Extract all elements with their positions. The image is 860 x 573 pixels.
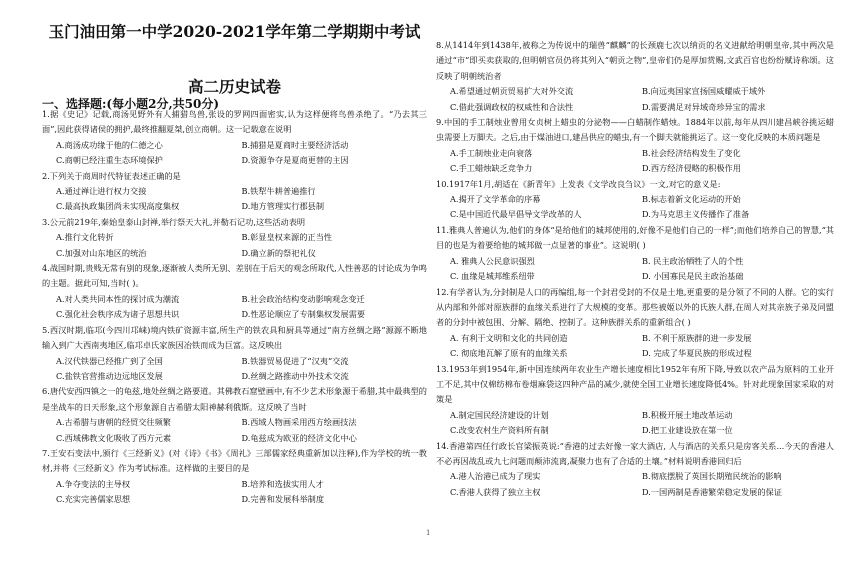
answer-option: C. 彻底地瓦解了原有的血缘关系 — [450, 348, 568, 359]
options-row — [42, 492, 427, 507]
options-row — [42, 431, 427, 446]
answer-option: D.资源争夺是夏商更替的主因 — [241, 155, 349, 166]
options-row — [436, 346, 834, 361]
question-stem: 12.有学者认为,分封制是人口的再编组,每一个封君受封的不仅是土地,更重要的是分领了不同的人群。它的实行从内部和外部对原族群的血缘关系进行了大规模的变革。那些被姬以外的氏族人群,在周人对其亲族子弟及同盟者的分封中被包围、分解、隔绝、控制了。这种族群关系的重新组合( ) — [436, 286, 834, 328]
options-row — [42, 153, 427, 168]
options-row — [42, 246, 427, 261]
answer-option: D.需要满足对异域奇珍异宝的需求 — [642, 101, 766, 112]
answer-option: B. 不利于原族群的进一步发展 — [642, 332, 752, 343]
question — [42, 261, 427, 323]
answer-option: B.标志着新文化运动的开始 — [642, 194, 741, 205]
options-row — [42, 138, 427, 153]
question — [42, 169, 427, 215]
answer-option: C.充实完善儒家思想 — [56, 494, 131, 505]
answer-option: D.地方管理实行郡县制 — [241, 201, 325, 212]
answer-option: D. 完成了华夏民族的形成过程 — [642, 348, 752, 359]
question — [42, 323, 427, 385]
question — [436, 38, 834, 115]
section-heading: 一、选择题:(每小题2分,共50分) — [42, 97, 220, 111]
answer-option: C.商朝已经注重生态环境保护 — [56, 155, 163, 166]
answer-option: D. 小国寡民是民主政治基础 — [642, 271, 744, 282]
question — [42, 446, 427, 508]
answer-option: B. 民主政治牺牲了人的个性 — [642, 255, 744, 266]
question-stem: 1.据《史记》记载,商汤见野外有人捕猎鸟兽,张设的罗网四面密实,认为这样便将鸟兽杀绝了。“乃去其三面”,因此获得诸侯的拥护,最终推翻夏桀,创立商朝。这一记载意在说明 — [42, 109, 427, 135]
answer-option: A.手工制烛业走向衰落 — [450, 147, 533, 158]
answer-option: A.推行文化转折 — [56, 232, 114, 243]
answer-option: D.丝绸之路推动中外技术交流 — [241, 370, 349, 381]
right-question-list — [436, 38, 834, 500]
question-stem: 10.1917年1月,胡适在《新青年》上发表《文学改良刍议》一文,对它的意义是: — [436, 178, 721, 189]
answer-option: D.为马克思主义传播作了准备 — [642, 209, 750, 220]
question — [436, 177, 834, 223]
answer-option: C.改变农村生产资料所有制 — [450, 425, 549, 436]
question — [42, 384, 427, 446]
answer-option: B.彰显皇权来源的正当性 — [241, 232, 332, 243]
exam-title: 玉门油田第一中学2020-2021学年第二学期期中考试 — [48, 22, 421, 41]
answer-option: D.一国两制是香港繁荣稳定发展的保证 — [642, 486, 782, 497]
answer-option: A.商汤成功缘于他的仁德之心 — [56, 139, 163, 150]
answer-option: C.强化社会秩序成为诸子思想共识 — [56, 309, 180, 320]
answer-option: B.彻底摆脱了英国长期殖民统治的影响 — [642, 471, 782, 482]
options-row — [436, 331, 834, 346]
answer-option: A.汉代铁器已经推广到了全国 — [56, 355, 163, 366]
answer-option: D.把工业建设放在第一位 — [642, 425, 733, 436]
answer-option: D.龟兹成为欧亚的经济文化中心 — [241, 432, 357, 443]
options-row — [436, 269, 834, 284]
options-row — [436, 254, 834, 269]
answer-option: B.培养和选拔实用人才 — [241, 478, 324, 489]
options-row — [42, 369, 427, 384]
question — [436, 362, 834, 439]
answer-option: B.社会经济结构发生了变化 — [642, 147, 741, 158]
options-row — [42, 415, 427, 430]
question-stem: 4.战国时期,贵贱无常有别的现象,逐渐被人类所无别、差别在于后天的观念所取代,人性善恶的讨论成为争鸣的主题。据此可知,当时( )。 — [42, 263, 427, 289]
answer-option: C.加强对山东地区的统治 — [56, 247, 147, 258]
options-row — [436, 469, 834, 484]
question — [42, 107, 427, 169]
answer-option: C.最高执政集团尚未实现高度集权 — [56, 201, 180, 212]
question-stem: 3.公元前219年,秦始皇泰山封禅,举行祭天大礼,并勒石记功,这些活动表明 — [42, 216, 306, 227]
options-row — [436, 84, 834, 99]
left-question-list — [42, 107, 427, 508]
answer-option: B.社会政治结构变动影响观念变迁 — [241, 293, 365, 304]
question — [436, 285, 834, 362]
question-stem: 5.西汉时期,临邛(今四川邛崃)境内铁矿资源丰富,所生产的铁农具和厨具等通过“南方丝绸之路”源源不断地输入到广大西南夷地区,临邛卓氏家族因冶铁而成为巨富。这反映出 — [42, 324, 427, 351]
options-row — [436, 485, 834, 500]
answer-option: C.西域佛教文化吸收了西方元素 — [56, 432, 172, 443]
page-number: 1 — [426, 529, 431, 537]
options-row — [42, 292, 427, 307]
options-row — [42, 230, 427, 245]
question-stem: 9.中国的手工制烛业曾用女贞树上蜡虫的分泌物——白蜡制作蜡烛。1884年以前,每年从四川建昌峡谷挑运蜡虫需要上万脚夫。之后,由于煤油进口,建昌供应的蜡虫,有一个脚夫就能挑运了。这一变化反映的本质问题是 — [436, 117, 834, 143]
answer-option: A.揭开了文学革命的序幕 — [450, 194, 541, 205]
answer-option: A.通过禅让进行权力交接 — [56, 186, 147, 197]
answer-option: A.争夺变法的主导权 — [56, 478, 131, 489]
options-row — [436, 207, 834, 222]
question-stem: 8.从1414年到1438年,被称之为传说中的瑞兽“麒麟”的长颈鹿七次以纳贡的名义进献给明朝皇帝,其中两次是通过“市”即买卖获取的,但明朝官员仍将其列入“朝贡之物”,皇帝们仍是厚加赏赐,文武百官也纷纷赋诗称颂。这反映了明朝统治者 — [436, 40, 834, 81]
options-row — [436, 100, 834, 115]
answer-option: D.确立新的祭祀礼仪 — [241, 247, 316, 258]
question — [42, 215, 427, 261]
answer-option: A.古希腊与唐朝的经贸交往频繁 — [56, 417, 171, 428]
answer-option: B.积极开展土地改革运动 — [642, 409, 733, 420]
answer-option: B.捕猎是夏商时主要经济活动 — [241, 139, 349, 150]
question-stem: 6.唐代安西四镇之一的龟兹,地处丝绸之路要道。其佛教石窟壁画中,有不少艺术形象源于希腊,其中最典型的是坐战车的日天形象,这个形象源自古希腊太阳神赫利俄斯。这反映了当时 — [42, 386, 427, 412]
answer-option: D.完善和发展科举制度 — [241, 494, 325, 505]
question — [436, 115, 834, 177]
answer-option: A.港人治港已成为了现实 — [450, 471, 541, 482]
answer-option: B.西域人物画采用西方绘画技法 — [241, 417, 357, 428]
question-stem: 14.香港第四任行政长官梁振英说:“香港的过去好像一家大酒店, 人与酒店的关系只是房客关系...今天的香港人不必再因战乱或九七问题而颠沛流离,凝聚力也有了合适的土壤。”材料说明香港回归后 — [436, 440, 834, 466]
question — [436, 439, 834, 501]
question-stem: 2.下列关于商周时代特征表述正确的是 — [42, 170, 181, 181]
options-row — [436, 408, 834, 423]
answer-option: A. 雅典人公民意识强烈 — [450, 255, 535, 266]
options-row — [42, 307, 427, 322]
exam-subtitle: 高二历史试卷 — [187, 77, 281, 96]
answer-option: A.希望通过朝贡贸易扩大对外交流 — [450, 86, 574, 97]
options-row — [42, 184, 427, 199]
answer-option: C.借此强调政权的权威性和合法性 — [450, 101, 574, 112]
answer-option: A.制定国民经济建设的计划 — [450, 409, 549, 420]
answer-option: C.盐铁官营推动边远地区发展 — [56, 370, 163, 381]
options-row — [42, 199, 427, 214]
options-row — [436, 161, 834, 176]
answer-option: C.是中国近代最早倡导文学改革的人 — [450, 209, 582, 220]
answer-option: D.性恶论顺应了专制集权发展需要 — [241, 309, 366, 320]
question-stem: 7.王安石变法中,颁行《三经新义》(对《诗》《书》《周礼》三部儒家经典重新加以注释),作为学校的统一教材,并将《三经新义》作为考试标准。这样做的主要目的是 — [42, 447, 427, 474]
options-row — [436, 423, 834, 438]
answer-option: C.香港人获得了独立主权 — [450, 486, 541, 497]
options-row — [42, 354, 427, 369]
options-row — [42, 477, 427, 492]
answer-option: B.向远夷国家宣扬国威耀威于域外 — [642, 86, 766, 97]
answer-option: D.西方经济侵略的积极作用 — [642, 163, 741, 174]
answer-option: A. 有利于文明和文化的共同创造 — [450, 332, 568, 343]
question-stem: 11.雅典人普遍认为,他们的身体“是给他们的城邦使用的,好像不是他们自己的一样”;而他们培养自己的智慧,“其目的也是为着要给他的城邦做一点显著的事业”。这说明( ) — [436, 224, 834, 251]
answer-option: C. 血缘是城邦维系纽带 — [450, 271, 535, 282]
question — [436, 223, 834, 285]
answer-option: B.铁器贸易促进了“汉夷”交流 — [241, 355, 349, 366]
answer-option: B.铁犁牛耕普遍推行 — [241, 186, 316, 197]
answer-option: C.手工蜡烛缺乏竞争力 — [450, 163, 533, 174]
options-row — [436, 192, 834, 207]
options-row — [436, 146, 834, 161]
answer-option: A.对人类共同本性的探讨成为潮流 — [56, 293, 180, 304]
question-stem: 13.1953年到1954年,新中国连续两年农业生产增长速度相比1952年有所下降,导致以农产品为原料的工业开工不足,其中仅棉纺棉布卷烟麻袋这四种产品的减少,就使全国工业增长速度降低4%。针对此现象国家采取的对策是 — [436, 363, 834, 405]
